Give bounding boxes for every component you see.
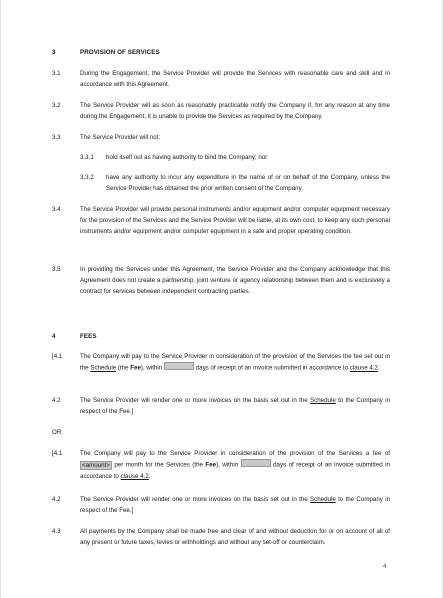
clause-4-2-option-b-number: 4.2 (52, 496, 61, 503)
clause-4-2-link[interactable]: clause 4.2 (349, 364, 378, 372)
clause-4-2-link[interactable]: clause 4.2 (120, 472, 149, 480)
clause-3-3-2-text: have any authority to incur any expenditure in the name of or on behalf of the Company, unless the Service Provider has obtained the prior written consent of the Company. (106, 174, 390, 192)
clause-3-5-number: 3.5 (52, 266, 61, 273)
page-left-edge (0, 0, 1, 598)
section-3-title: PROVISION OF SERVICES (80, 49, 160, 56)
clause-3-3-1-text: hold itself out as having authority to bind the Company; nor (106, 154, 268, 161)
clause-4-2-option-b-text: The Service Provider will render one or more invoices on the basis set out in the Schedule to the Company in respect of the Fee.] (80, 496, 391, 514)
page-number: 4 (383, 563, 387, 570)
clause-4-2-option-a-text: The Service Provider will render one or more invoices on the basis set out in the Schedule to the Company in respect of the Fee.] (80, 397, 391, 415)
or-separator: OR (52, 429, 62, 436)
clause-4-2-option-a-number: 4.2 (52, 397, 61, 404)
clause-3-1-number: 3.1 (52, 70, 61, 77)
fee-term: Fee (205, 461, 217, 469)
schedule-link[interactable]: Schedule (309, 496, 336, 503)
clause-4-1-option-b-text: The Company will pay to the Service Provider in consideration of the provision of the Services a fee of <amount> per month for the Services (the Fee), within days of receipt of an invoice submitted in accordance to clause 4.2. (80, 450, 390, 480)
clause-3-2-number: 3.2 (52, 102, 61, 109)
section-4-title: FEES (80, 333, 97, 340)
clause-3-2-text: The Service Provider will as soon as reasonably practicable notify the Company if, for any reason at any time during the Engagement, it is unable to provide the Services as required by the Company. (80, 102, 390, 120)
clause-4-3-number: 4.3 (52, 528, 61, 535)
clause-4-1-option-a-text: The Company will pay to the Service Provider in consideration of the provision of the Services the fee set out in the Schedule (the Fee), within days of receipt of an invoice submitted in accordance to clause 4.2. (80, 353, 390, 372)
clause-3-3-number: 3.3 (52, 134, 61, 141)
section-3-number: 3 (52, 49, 56, 56)
clause-3-4-number: 3.4 (52, 206, 61, 213)
clause-3-1-text: During the Engagement, the Service Provider will provide the Services with reasonable care and skill and in accordance with this Agreement. (80, 70, 390, 88)
schedule-link[interactable]: Schedule (309, 397, 336, 404)
clause-3-3-2-number: 3.3.2 (80, 174, 94, 181)
clause-3-5-text: In providing the Services under this Agreement, the Service Provider and the Company acknowledge that this Agreement does not create a partnership, joint venture or agency relationship between them and is exclusively a contract for services between independent contracting parties. (80, 266, 390, 295)
clause-3-3-text: The Service Provider will not: (80, 134, 161, 141)
clause-4-1-option-a-number: [4.1 (52, 353, 63, 360)
section-4-number: 4 (52, 333, 56, 340)
days-blank-field[interactable] (241, 459, 271, 467)
schedule-link[interactable]: Schedule (90, 364, 117, 372)
days-blank-field[interactable] (164, 362, 194, 370)
clause-3-4-text: The Service Provider will provide personal instruments and/or equipment and/or computer equipment necessary for the provision of the Services and the Service Provider will be liable, at its own cost, to keep any such personal instruments and/or equipment and/or computer equipment in a safe and proper operating condition. (80, 206, 390, 235)
amount-placeholder-field[interactable]: <amount> (82, 461, 110, 469)
clause-4-3-text: All payments by the Company shall be made free and clear of and without deduction for or on account of all of any present or future taxes, levies or withholdings and without any set-off or counterclaim. (80, 528, 390, 546)
clause-3-3-1-number: 3.3.1 (80, 154, 94, 161)
clause-4-1-option-b-number: [4.1 (52, 450, 63, 457)
fee-term: Fee (130, 364, 141, 372)
